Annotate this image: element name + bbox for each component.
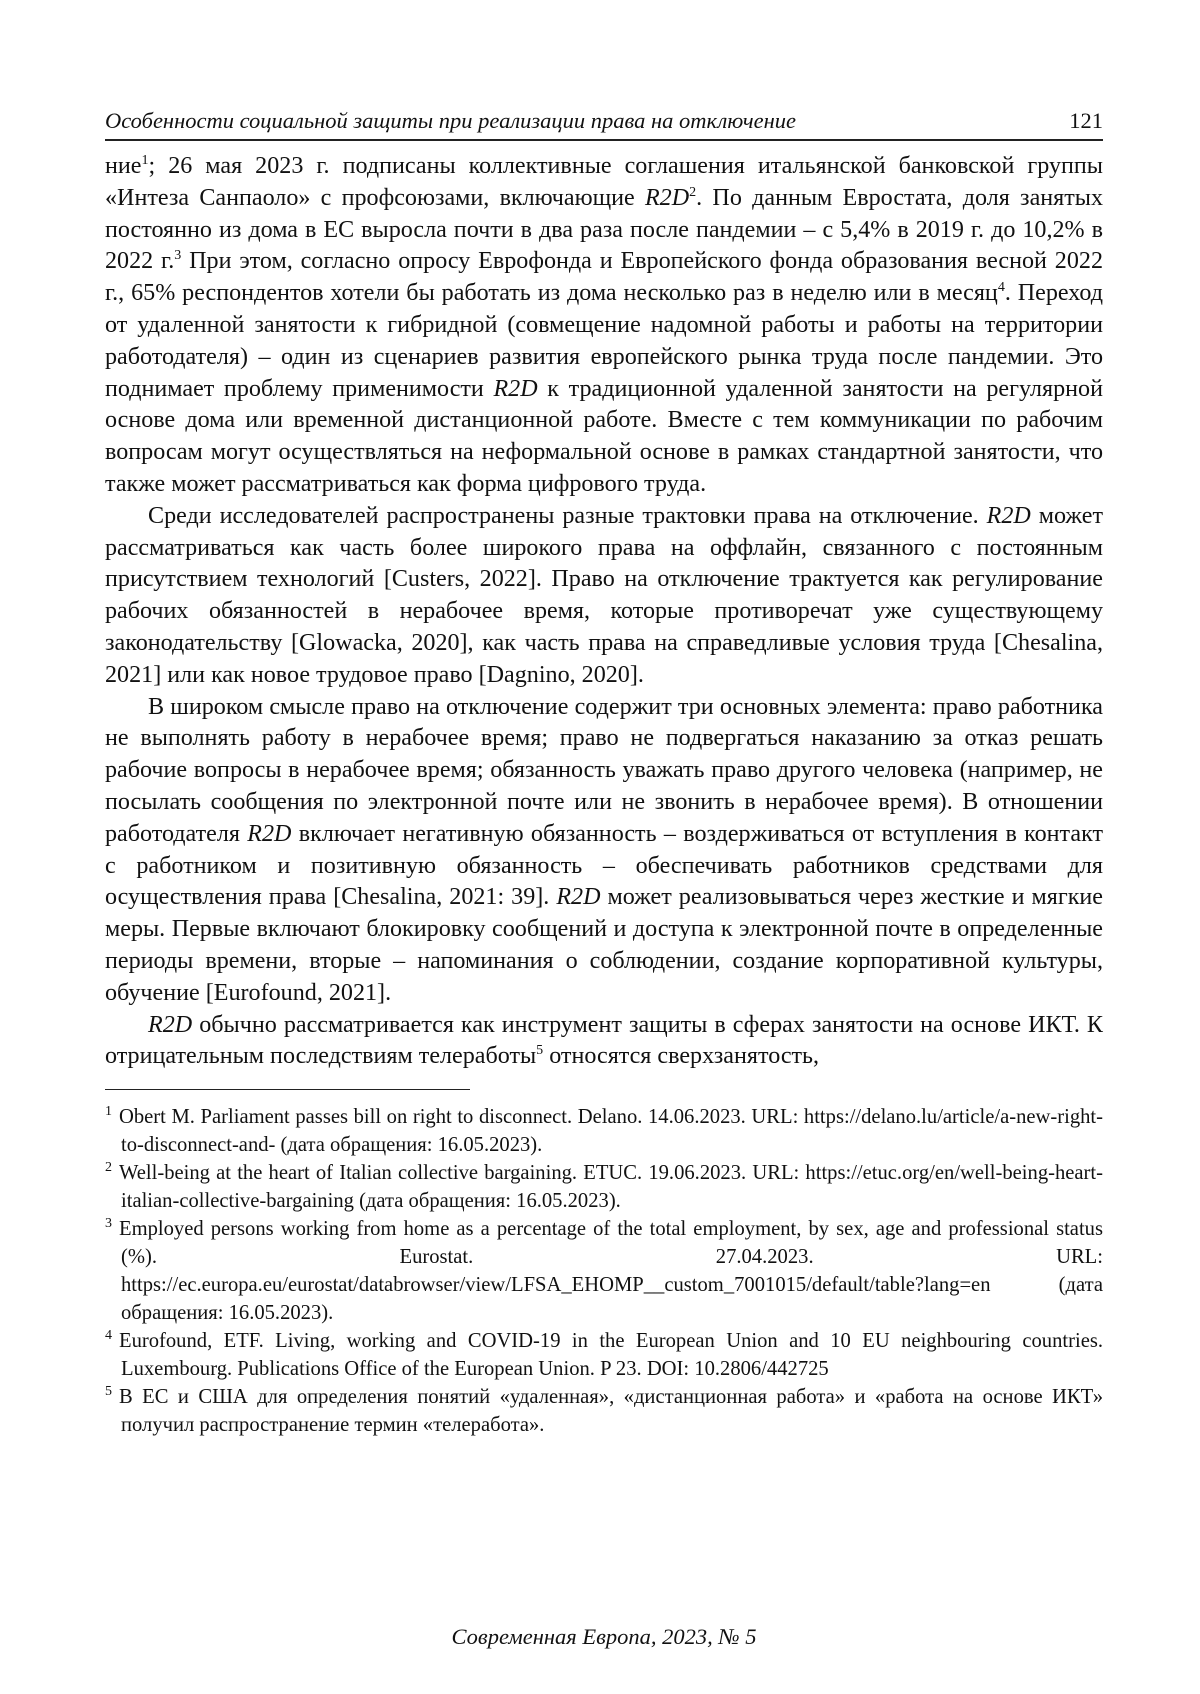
text-run: обычно рассматривается как инструмент защиты в сферах занятости на основе ИКТ. К отрицательным последствиям телеработы <box>105 1011 1103 1070</box>
footnote-ref: 2 <box>689 184 697 200</box>
footnote <box>105 1383 1103 1439</box>
body-paragraph <box>105 1010 1103 1074</box>
footnote <box>105 1215 1103 1327</box>
text-run: может реализовываться через жесткие и мягкие меры. Первые включают блокировку сообщений и доступа к электронной почте в определенные периоды времени, вторые – напоминания о соблюдении, создание корпоративной культуры, обучение [Eurofound, 2021]. <box>105 884 1103 1006</box>
text-run: может рассматриваться как часть более широкого права на оффлайн, связанного с постоянным присутствием технологий [Custers, 2022]. Право на отключение трактуется как регулирование рабочих обязанностей в нерабочее время, которые противоречат уже существующему законодательству [Glowacka, 2020], как часть права на справедливые условия труда [Chesalina, 2021] или как новое трудовое право [Dagnino, 2020]. <box>105 502 1103 688</box>
journal-page <box>105 108 1103 1668</box>
footnote-text: В ЕС и США для определения понятий «удаленная», «дистанционная работа» и «работа на основе ИКТ» получил распространение термин «телеработа». <box>119 1386 1103 1437</box>
footnote-separator <box>105 1089 470 1090</box>
term-italic: R2D <box>493 375 538 402</box>
footnote <box>105 1327 1103 1383</box>
footnote <box>105 1159 1103 1215</box>
footnote-text: Eurofound, ETF. Living, working and COVID-19 in the European Union and 10 EU neighbouring countries. Luxembourg. Publications Office of the European Union. P 23. DOI: 10.2806/442725 <box>119 1330 1103 1381</box>
text-run: включает негативную обязанность – воздерживаться от вступления в контакт с работником и позитивную обязанность – обеспечивать работников средствами для осуществления права [Chesalina, 2021: 39]. <box>105 820 1103 911</box>
term-italic: R2D <box>986 502 1031 529</box>
body-paragraph <box>105 692 1103 1010</box>
footnote-number: 5 <box>105 1384 112 1400</box>
footnote-number: 2 <box>105 1160 112 1176</box>
text-run: ние <box>105 153 142 179</box>
page-number: 121 <box>1069 108 1103 133</box>
term-italic: R2D <box>247 820 292 847</box>
article-body <box>105 151 1103 1073</box>
text-run: При этом, согласно опросу Еврофонда и Европейского фонда образования весной 2022 г., 65% респондентов хотели бы работать из дома несколько раз в неделю или в месяц <box>105 248 1103 307</box>
footnote-number: 4 <box>105 1328 112 1344</box>
term-italic: R2D <box>556 884 601 911</box>
footnotes <box>105 1103 1103 1439</box>
footnote-text: Obert M. Parliament passes bill on right to disconnect. Delano. 14.06.2023. URL: https://delano.lu/article/a-new-right-to-disconnect-and- (дата обращения: 16.05.2023). <box>119 1106 1103 1157</box>
footnote-ref: 5 <box>536 1043 544 1059</box>
footnote <box>105 1103 1103 1159</box>
text-run: . Переход от удаленной занятости к гибридной (совмещение надомной работы и работы на территории работодателя) – один из сценариев развития европейского рынка труда после пандемии. Это поднимает проблему применимости <box>105 280 1103 402</box>
journal-footer: Современная Европа, 2023, № 5 <box>451 1624 757 1649</box>
text-run: В широком смысле право на отключение содержит три основных элемента: право работника не выполнять работу в нерабочее время; право не подвергаться наказанию за отказ решать рабочие вопросы в нерабочее время; обязанность уважать право другого человека (например, не посылать сообщения по электронной почте или не звонить в нерабочее время). В отношении работодателя <box>105 693 1103 847</box>
text-run: к традиционной удаленной занятости на регулярной основе дома или временной дистанционной работе. Вместе с тем коммуникации по рабочим вопросам могут осуществляться на неформальной основе в рамках стандартной занятости, что также может рассматриваться как форма цифрового труда. <box>105 375 1103 497</box>
text-run: Среди исследователей распространены разные трактовки права на отключение. <box>148 502 987 529</box>
footnote-text: Employed persons working from home as a percentage of the total employment, by sex, age and professional status (%). Eurostat. 27.04.2023. URL: https://ec.europa.eu/eurostat/databrowser/view/LFSA_EHOMP__custom_7001015/default/table?lang=en (дата обращения: 16.05.2023). <box>119 1218 1103 1325</box>
body-paragraph <box>105 151 1103 501</box>
footnote-number: 3 <box>105 1216 112 1232</box>
term-italic: R2D <box>148 1011 193 1038</box>
body-paragraph <box>105 501 1103 692</box>
footnote-text: Well-being at the heart of Italian collective bargaining. ETUC. 19.06.2023. URL: https://etuc.org/en/well-being-heart-italian-collective-bargaining (дата обращения: 16.05.2023). <box>119 1162 1103 1213</box>
text-run: ; 26 мая 2023 г. подписаны коллективные соглашения итальянской банковской группы «Интеза Санпаоло» с профсоюзами, включающие <box>105 153 1103 211</box>
running-header <box>105 108 1103 141</box>
footnote-ref: 4 <box>997 280 1005 296</box>
running-title: Особенности социальной защиты при реализации права на отключение <box>105 108 797 133</box>
footnote-ref: 3 <box>174 248 182 264</box>
footnote-ref: 1 <box>141 152 149 168</box>
term-italic: R2D <box>644 184 690 211</box>
text-run: . По данным Евростата, доля занятых постоянно из дома в ЕС выросла почти в два раза после пандемии – с 5,4% в 2019 г. до 10,2% в 2022 г. <box>105 184 1103 275</box>
text-run: относятся сверхзанятость, <box>543 1043 820 1070</box>
footnote-number: 1 <box>105 1104 112 1120</box>
